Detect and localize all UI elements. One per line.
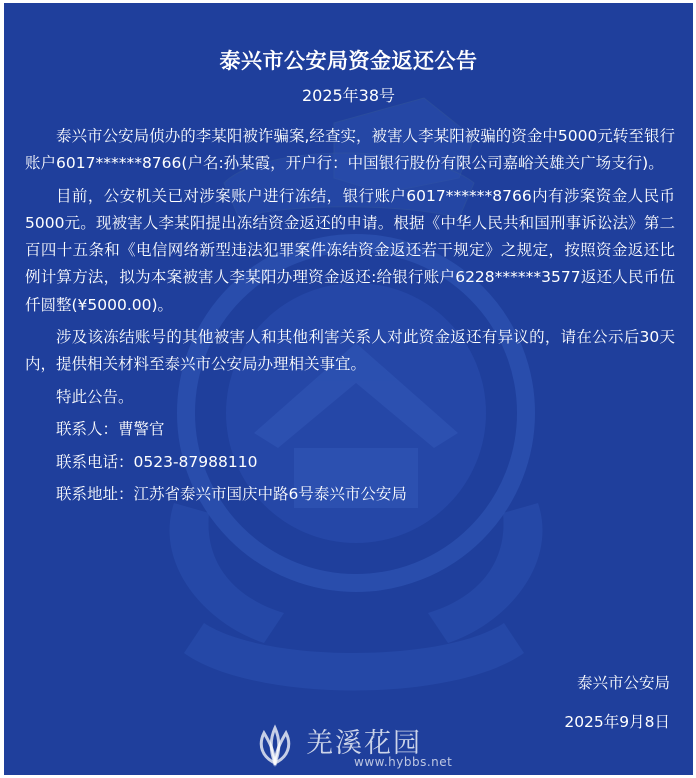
contact-address: 联系地址：江苏省泰兴市国庆中路6号泰兴市公安局 xyxy=(56,485,407,504)
paragraph-case-summary: 泰兴市公安局侦办的李某阳被诈骗案,经查实，被害人李某阳被骗的资金中5000元转至银行账户6017******8766(户名:孙某霞，开户行：中国银行股份有限公司嘉峪关雄关广场支行)。 xyxy=(25,127,675,173)
closing-text: 特此公告。 xyxy=(56,387,134,406)
notice-title: 泰兴市公安局资金返还公告 xyxy=(219,49,478,73)
watermark-name: 羌溪花园 xyxy=(306,728,422,759)
document-number: 2025年38号 xyxy=(301,86,396,105)
paragraph-refund-plan: 目前，公安机关已对涉案账户进行冻结，银行账户6017******8766内有涉案资金人民币5000元。现被害人李某阳提出冻结资金返还的申请。根据《中华人民共和国刑事诉讼法》第二百四十五条和《电信网络新型违法犯罪案件冻结资金返还若干规定》之规定，按照资金返还比例计算方法，拟为本案被害人李某阳办理资金返还:给银行账户6228******3577返还人民币伍仟圆整(¥5000.00)。 xyxy=(25,186,675,314)
issue-date: 2025年9月8日 xyxy=(564,713,670,731)
issuer-name: 泰兴市公安局 xyxy=(576,674,670,692)
lotus-logo-icon xyxy=(252,723,298,769)
paragraph-objection: 涉及该冻结账号的其他被害人和其他利害关系人对此资金返还有异议的，请在公示后30天内，提供相关材料至泰兴市公安局办理相关事宜。 xyxy=(25,328,675,374)
notice-body xyxy=(25,123,675,514)
contact-phone: 联系电话：0523-87988110 xyxy=(56,452,258,471)
site-watermark xyxy=(252,719,462,771)
notice-panel xyxy=(4,3,693,775)
contact-person: 联系人：曹警官 xyxy=(56,420,165,439)
watermark-url: www.hybbs.net xyxy=(354,755,453,769)
